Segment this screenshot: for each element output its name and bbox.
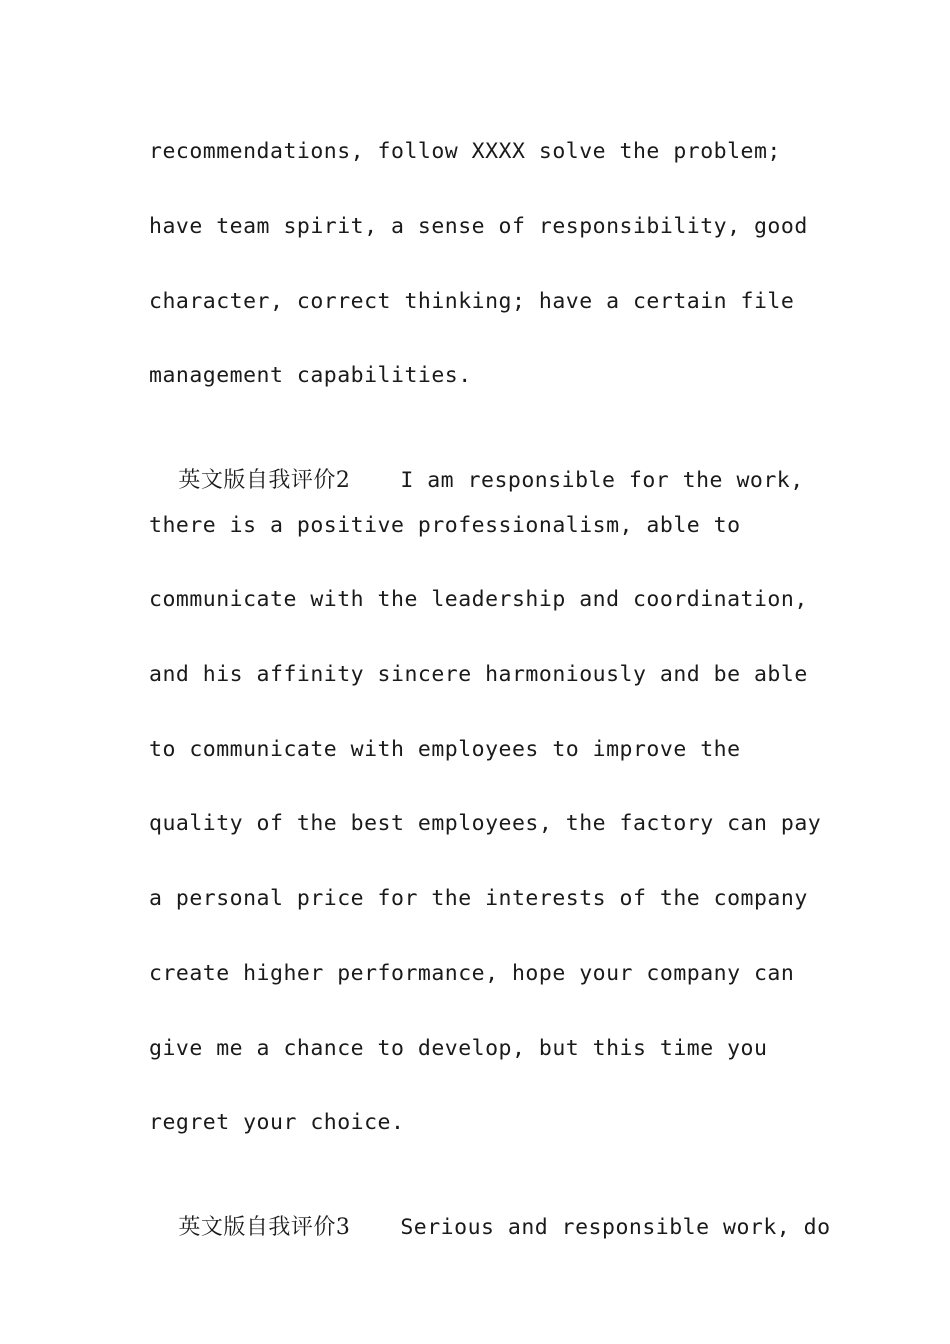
text-line: to communicate with employees to improve the	[149, 737, 741, 762]
text-line: create higher performance, hope your company can	[149, 961, 795, 986]
text-line: recommendations, follow XXXX solve the problem;	[149, 139, 781, 164]
text-line: and his affinity sincere harmoniously and be able	[149, 662, 808, 687]
section-3-text: Serious and responsible work, do	[400, 1215, 831, 1240]
text-line: character, correct thinking; have a certain file	[149, 289, 795, 314]
text-line: communicate with the leadership and coordination,	[149, 587, 808, 612]
section-2-heading: 英文版自我评价2	[178, 468, 351, 493]
text-line: regret your choice.	[149, 1110, 405, 1135]
section-2-text: I am responsible for the work,	[400, 468, 804, 493]
text-line: there is a positive professionalism, able to	[149, 513, 741, 538]
text-line: quality of the best employees, the factory can pay	[149, 811, 822, 836]
text-line: give me a chance to develop, but this time you	[149, 1036, 768, 1061]
section-3-first-line	[149, 1183, 831, 1273]
section-3-heading: 英文版自我评价3	[178, 1215, 351, 1240]
text-line: management capabilities.	[149, 363, 472, 388]
text-line: a personal price for the interests of the company	[149, 886, 808, 911]
text-line: have team spirit, a sense of responsibility, good	[149, 214, 808, 239]
